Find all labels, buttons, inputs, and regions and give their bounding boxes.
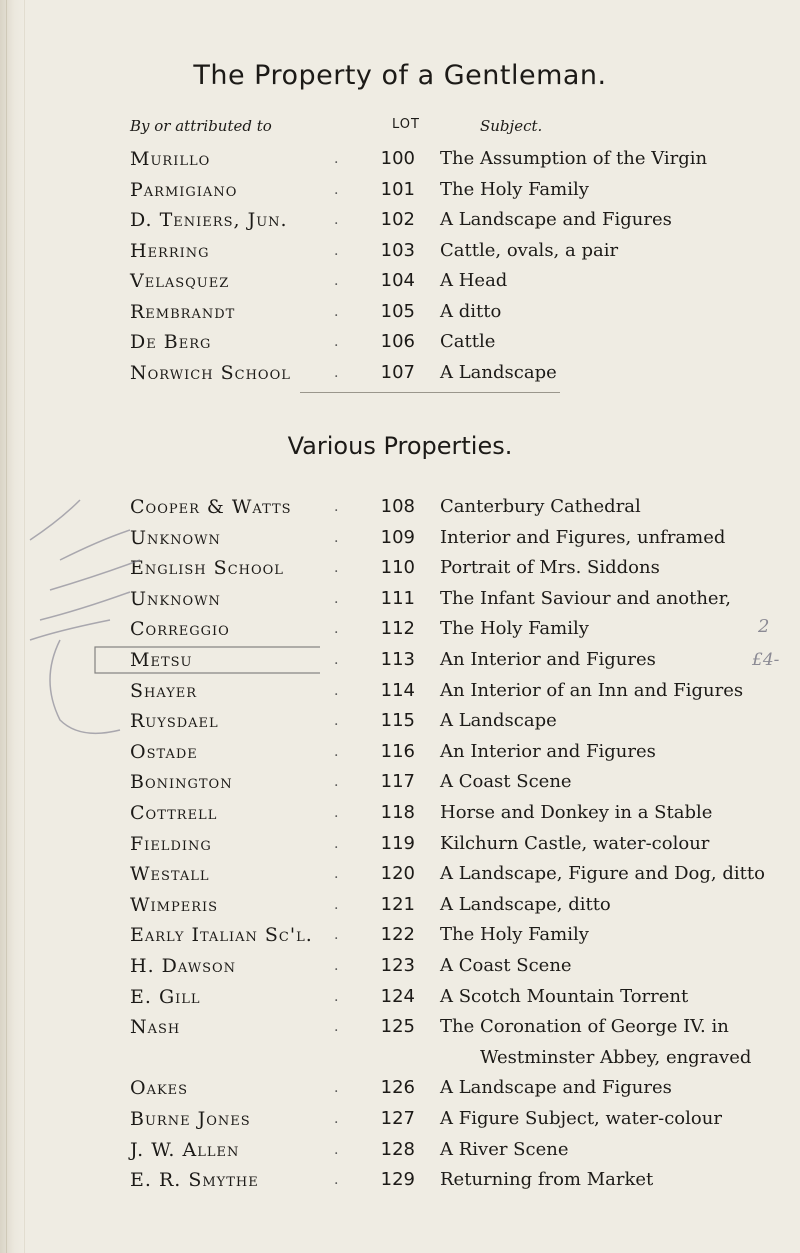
artist-name: Ostade <box>130 740 198 763</box>
leader-dots: . <box>334 212 339 228</box>
artist-name: Metsu <box>130 649 193 671</box>
subject-text: A Landscape <box>440 361 557 383</box>
list-item <box>0 892 800 918</box>
leader-dots: . <box>334 1172 339 1189</box>
section-divider <box>300 392 560 393</box>
list-item <box>0 177 800 203</box>
artist-name: Rembrandt <box>130 300 236 323</box>
leader-dots: . <box>334 896 339 913</box>
leader-dots: . <box>334 273 339 289</box>
artist-name: H. Dawson <box>130 955 237 977</box>
subject-text: Interior and Figures, unframed <box>440 526 726 548</box>
leader-dots: . <box>334 1019 339 1036</box>
list-item <box>0 268 800 294</box>
lot-number: 118 <box>380 802 415 823</box>
leader-dots: . <box>334 1141 339 1158</box>
lot-number: 100 <box>380 148 415 169</box>
artist-name: Bonington <box>130 771 233 794</box>
subject-text: Cattle <box>440 331 496 352</box>
lot-number: 110 <box>380 557 415 579</box>
list-item <box>0 146 800 172</box>
lot-number: 128 <box>380 1138 415 1160</box>
leader-dots: . <box>334 958 339 974</box>
list-item <box>0 861 800 887</box>
artist-name: Cooper & Watts <box>130 496 292 518</box>
subject-text: The Holy Family <box>440 618 589 640</box>
lot-number: 105 <box>380 300 415 322</box>
subject-text: Portrait of Mrs. Siddons <box>440 557 660 579</box>
leader-dots: . <box>334 621 339 638</box>
artist-name: Velasquez <box>130 270 230 292</box>
subject-text: Horse and Donkey in a Stable <box>440 802 713 823</box>
leader-dots: . <box>334 682 339 699</box>
lot-number: 103 <box>380 239 415 261</box>
artist-name: E. R. Smythe <box>130 1169 259 1192</box>
lot-number: 104 <box>380 270 415 291</box>
list-item <box>0 922 800 948</box>
leader-dots: . <box>334 743 339 760</box>
artist-name: Unknown <box>130 526 221 549</box>
artist-name: De Berg <box>130 331 212 353</box>
bracket-mark: 2 <box>758 616 770 637</box>
list-item <box>0 953 800 979</box>
price-mark: £4- <box>752 650 780 670</box>
list-item <box>0 1075 800 1101</box>
lot-number: 126 <box>380 1077 415 1099</box>
leader-dots: . <box>334 242 339 259</box>
artist-name: Norwich School <box>130 361 291 384</box>
lot-number: 124 <box>380 985 415 1007</box>
subject-text: A Scotch Mountain Torrent <box>440 985 689 1007</box>
list-item <box>0 831 800 857</box>
lot-number: 123 <box>380 955 415 976</box>
leader-dots: . <box>334 805 339 821</box>
lot-number: 117 <box>380 771 415 793</box>
list-item <box>0 299 800 325</box>
lot-number: 125 <box>380 1016 415 1038</box>
leader-dots: . <box>334 529 339 546</box>
subject-text: A Head <box>440 270 508 291</box>
lot-number: 109 <box>380 526 415 548</box>
page-title: The Property of a Gentleman. <box>193 60 607 91</box>
artist-name: Ruysdael <box>130 710 219 733</box>
leader-dots: . <box>334 713 339 730</box>
leader-dots: . <box>334 364 339 381</box>
subject-text: Westminster Abbey, engraved <box>480 1046 752 1068</box>
list-item <box>0 800 800 826</box>
lot-number: 108 <box>380 496 415 517</box>
lot-number: 119 <box>380 832 415 854</box>
leader-dots: . <box>334 560 339 577</box>
lot-number: 101 <box>380 178 415 200</box>
lot-number: 115 <box>380 710 415 732</box>
subject-text: Kilchurn Castle, water-colour <box>440 832 710 854</box>
leader-dots: . <box>334 499 339 515</box>
column-header-subject: Subject. <box>480 117 543 135</box>
lot-number: 127 <box>380 1108 415 1129</box>
subject-text: The Coronation of George IV. in <box>440 1016 729 1038</box>
subject-text: Cattle, ovals, a pair <box>440 239 619 261</box>
list-item <box>0 1014 800 1040</box>
leader-dots: . <box>334 334 339 350</box>
list-item <box>0 769 800 795</box>
leader-dots: . <box>334 1111 339 1127</box>
section-title: Various Properties. <box>287 432 513 460</box>
artist-name: D. Teniers, Jun. <box>130 209 288 231</box>
subject-text: The Holy Family <box>440 924 589 946</box>
list-item <box>0 238 800 264</box>
subject-text: A Landscape <box>440 710 557 732</box>
leader-dots: . <box>334 181 339 198</box>
pencil-bracket-mark <box>20 480 320 750</box>
list-item <box>0 207 800 233</box>
list-item-continuation <box>0 1045 800 1071</box>
subject-text: A Coast Scene <box>440 771 572 793</box>
leader-dots: . <box>334 927 339 944</box>
subject-text: An Interior and Figures <box>440 740 656 762</box>
subject-text: A Figure Subject, water-colour <box>440 1108 722 1129</box>
leader-dots: . <box>334 652 339 668</box>
artist-name: Murillo <box>130 148 211 170</box>
lot-number: 120 <box>380 863 415 885</box>
leader-dots: . <box>334 988 339 1005</box>
artist-name: Nash <box>130 1016 181 1039</box>
artist-name: J. W. Allen <box>130 1138 240 1161</box>
list-item <box>0 1137 800 1163</box>
lot-number: 116 <box>380 740 415 762</box>
artist-name: Burne Jones <box>130 1108 251 1130</box>
lot-number: 129 <box>380 1169 415 1191</box>
subject-text: Returning from Market <box>440 1169 654 1191</box>
lot-number: 113 <box>380 649 415 670</box>
artist-name: Correggio <box>130 618 230 641</box>
subject-text: Canterbury Cathedral <box>440 496 641 517</box>
lot-number: 121 <box>380 893 415 915</box>
artist-name: Unknown <box>130 587 221 610</box>
list-item <box>0 360 800 386</box>
artist-name: Fielding <box>130 832 212 855</box>
leader-dots: . <box>334 1080 339 1097</box>
artist-name: Parmigiano <box>130 178 238 201</box>
leader-dots: . <box>334 303 339 320</box>
artist-name: Cottrell <box>130 802 218 824</box>
subject-text: A Landscape and Figures <box>440 1077 672 1099</box>
subject-text: A Landscape and Figures <box>440 209 672 230</box>
leader-dots: . <box>334 774 339 791</box>
subject-text: The Infant Saviour and another, <box>440 587 731 609</box>
lot-number: 106 <box>380 331 415 352</box>
subject-text: A Coast Scene <box>440 955 572 976</box>
subject-text: The Assumption of the Virgin <box>440 148 708 169</box>
subject-text: A Landscape, Figure and Dog, ditto <box>440 863 765 885</box>
list-item <box>0 1106 800 1132</box>
artist-name: Herring <box>130 239 210 262</box>
list-item <box>0 984 800 1010</box>
column-header-lot: LOT <box>392 117 420 132</box>
subject-text: An Interior and Figures <box>440 649 656 670</box>
list-item <box>0 329 800 355</box>
subject-text: An Interior of an Inn and Figures <box>440 679 744 701</box>
leader-dots: . <box>334 866 339 883</box>
lot-number: 111 <box>380 587 415 609</box>
artist-name: Oakes <box>130 1077 189 1100</box>
leader-dots: . <box>334 590 339 607</box>
lot-number: 112 <box>380 618 415 640</box>
lot-number: 107 <box>380 361 415 383</box>
subject-text: A Landscape, ditto <box>440 893 611 915</box>
lot-number: 114 <box>380 679 415 701</box>
artist-name: Westall <box>130 863 210 886</box>
list-item <box>0 1167 800 1193</box>
lot-number: 122 <box>380 924 415 946</box>
artist-name: Wimperis <box>130 893 219 916</box>
artist-name: E. Gill <box>130 985 201 1008</box>
artist-name: English School <box>130 557 284 580</box>
artist-name: Early Italian Sc'l. <box>130 924 313 947</box>
column-header-artist: By or attributed to <box>130 117 272 135</box>
subject-text: The Holy Family <box>440 178 589 200</box>
subject-text: A ditto <box>440 300 502 322</box>
subject-text: A River Scene <box>440 1138 569 1160</box>
lot-number: 102 <box>380 209 415 230</box>
artist-name: Shayer <box>130 679 198 702</box>
leader-dots: . <box>334 835 339 852</box>
leader-dots: . <box>334 151 339 167</box>
